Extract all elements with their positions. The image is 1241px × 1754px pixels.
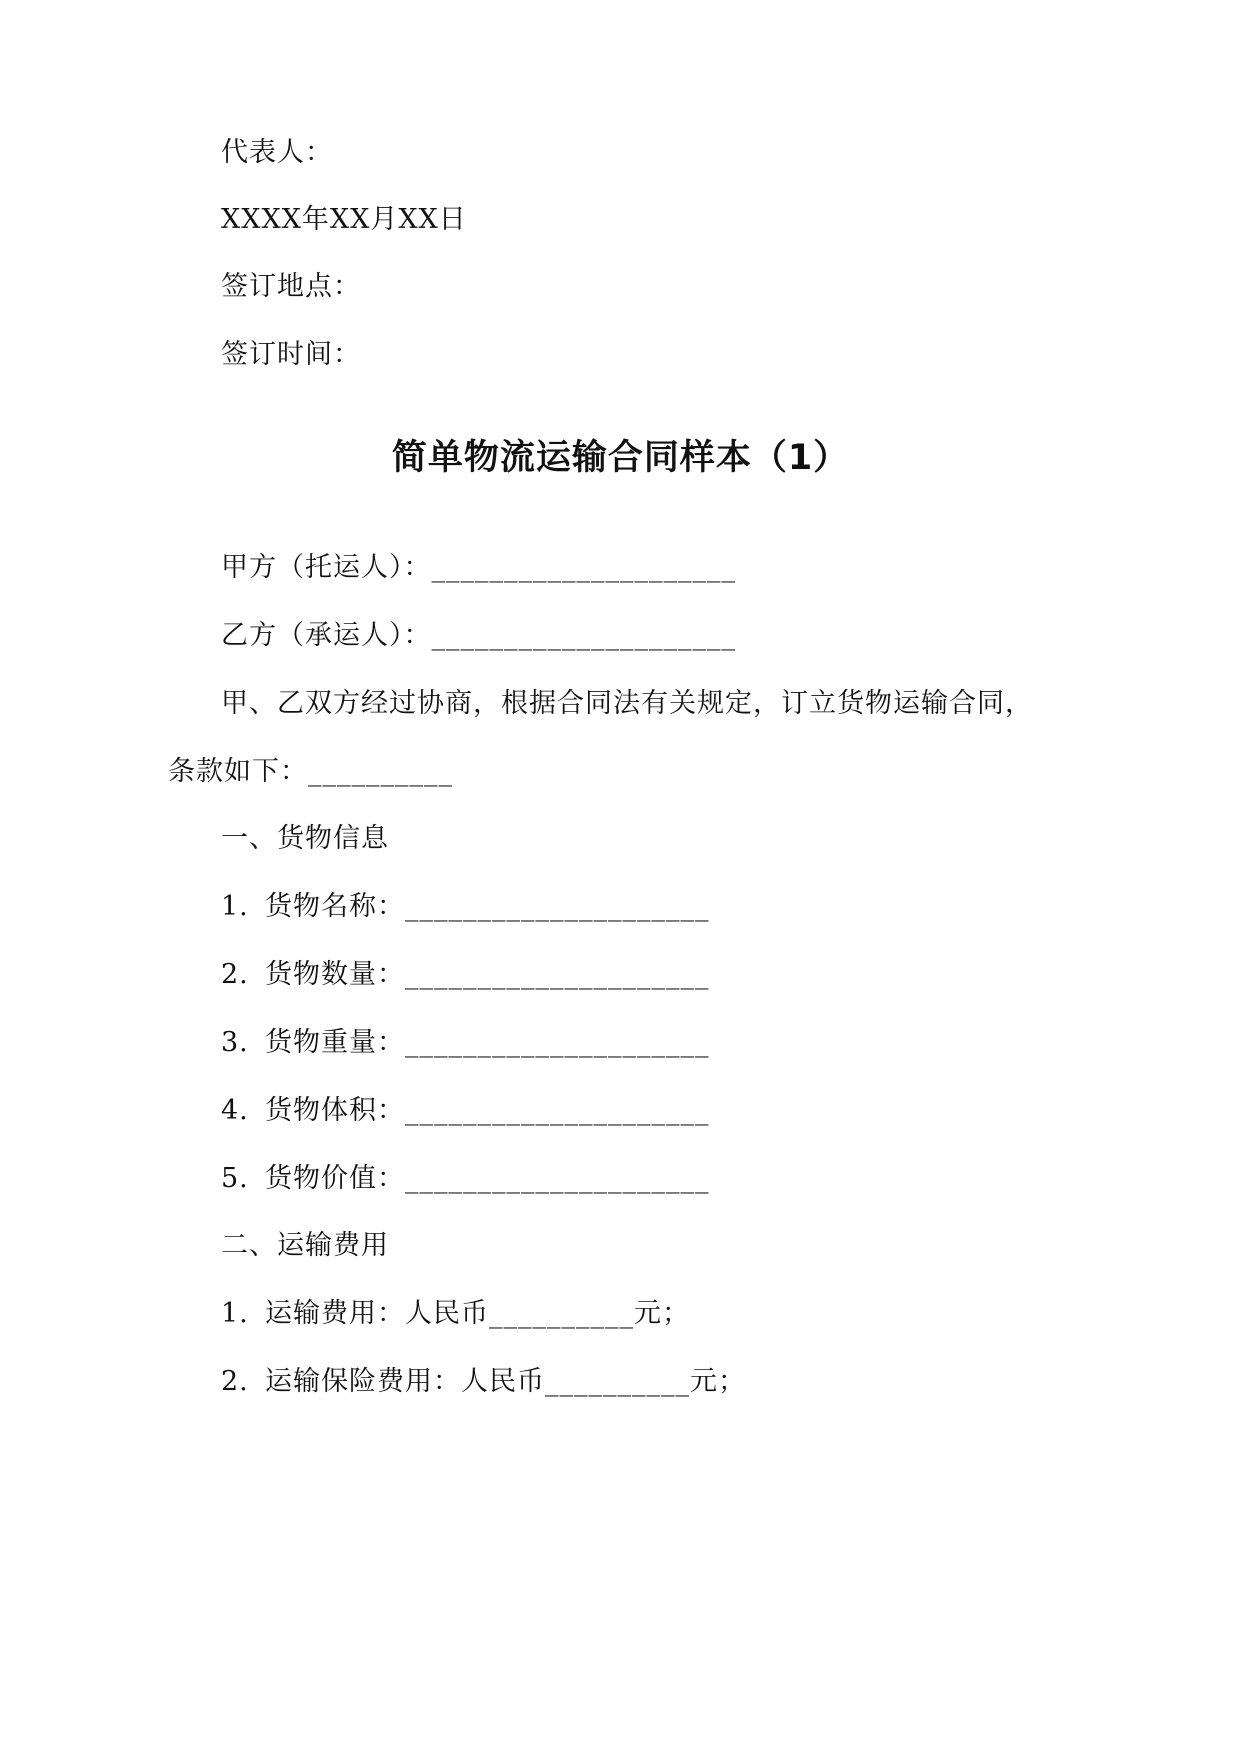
- list-item: [221, 1296, 690, 1332]
- item-text: 货物体积：_____________________: [265, 1095, 710, 1126]
- list-item: [221, 1025, 710, 1061]
- document-title: 简单物流运输合同样本（1）: [391, 438, 850, 478]
- item-text: 货物价值：_____________________: [265, 1163, 710, 1194]
- list-item: [221, 889, 710, 925]
- intro-line-1: 甲、乙双方经过协商，根据合同法有关规定，订立货物运输合同，: [221, 688, 1033, 719]
- item-text: 货物数量：_____________________: [265, 959, 710, 990]
- item-number: 2.: [221, 959, 249, 990]
- section-1-heading: 一、货物信息: [221, 823, 389, 854]
- intro-line-2: 条款如下：__________: [168, 756, 453, 787]
- party-a-field: 甲方（托运人）：_____________________: [221, 552, 736, 583]
- section-2-heading: 二、运输费用: [221, 1230, 389, 1261]
- item-text: 货物重量：_____________________: [265, 1027, 710, 1058]
- item-text: 运输保险费用：人民币__________元；: [265, 1366, 746, 1397]
- signing-time-label: 签订时间：: [221, 339, 361, 370]
- party-b-field: 乙方（承运人）：_____________________: [221, 620, 736, 651]
- representative-label: 代表人：: [221, 137, 333, 168]
- date-placeholder: XXXX年XX月XX日: [221, 204, 467, 235]
- item-number: 3.: [221, 1027, 249, 1058]
- item-number: 1.: [221, 891, 249, 922]
- list-item: [221, 1093, 710, 1129]
- item-text: 货物名称：_____________________: [265, 891, 710, 922]
- signing-place-label: 签订地点：: [221, 271, 361, 302]
- list-item: [221, 957, 710, 993]
- list-item: [221, 1161, 710, 1197]
- item-number: 2.: [221, 1366, 249, 1397]
- item-number: 5.: [221, 1163, 249, 1194]
- list-item: [221, 1364, 746, 1400]
- item-number: 1.: [221, 1298, 249, 1329]
- item-text: 运输费用：人民币__________元；: [265, 1298, 690, 1329]
- item-number: 4.: [221, 1095, 249, 1126]
